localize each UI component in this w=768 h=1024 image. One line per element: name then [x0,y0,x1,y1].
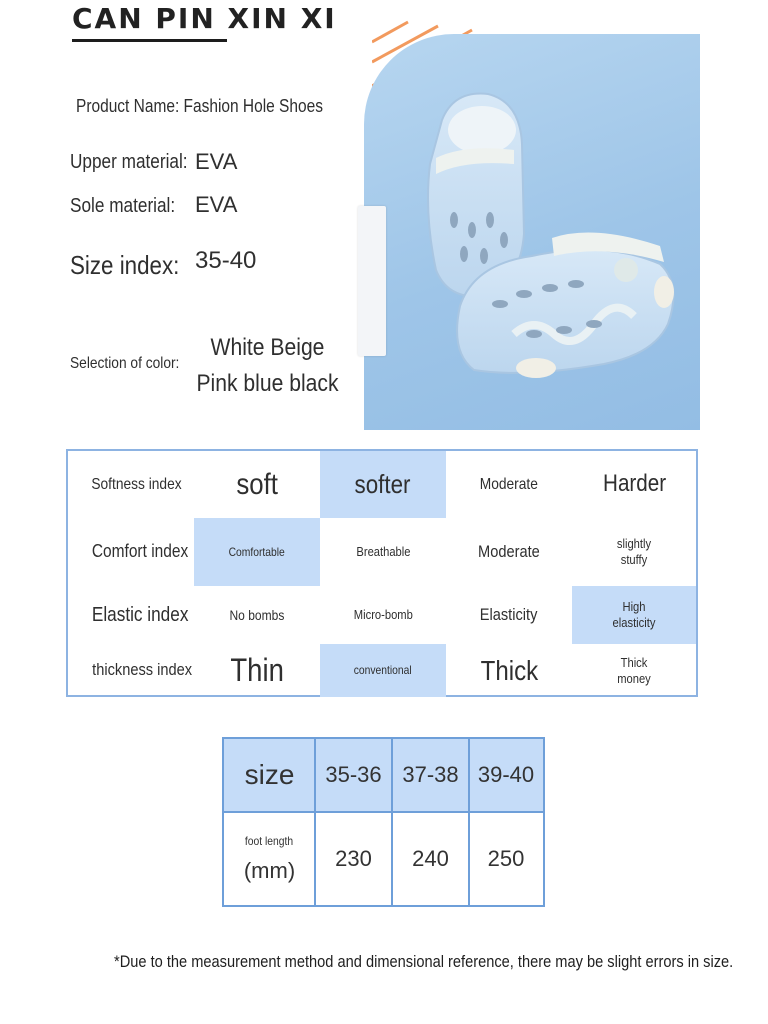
index-option-cell [320,518,446,586]
index-option-text: softer [355,468,411,499]
index-row-label-text: Comfort index [91,541,189,562]
index-option-cell [320,451,446,518]
index-option-text: Thick money [617,654,651,686]
index-option-cell [572,586,696,644]
product-photo [364,34,700,430]
size-index-value: 35-40 [195,247,257,274]
color-selection-label: Selection of color: [70,355,180,372]
index-option-cell [194,586,320,644]
shoe-illustration [364,34,700,430]
index-option-cell [320,644,446,697]
foot-length-value: 250 [487,846,525,871]
index-row [68,518,696,586]
index-option-text: Micro-bomb [353,607,413,623]
index-option-text: Harder [603,470,667,498]
index-row [68,644,696,697]
upper-material-label: Upper material: [70,151,188,173]
index-option-text: conventional [354,663,412,678]
index-option-text: Comfortable [228,544,286,559]
size-header-label: size [244,759,295,790]
index-option-text: Moderate [479,475,539,493]
index-option-text: Breathable [355,544,411,560]
index-row-label [68,644,194,697]
foot-length-label [224,813,315,905]
size-index-label: Size index: [70,250,180,280]
page-title: CAN PIN XIN XI [72,2,337,35]
foot-length-unit: (mm) [243,858,296,883]
color-options-line-2: Pink blue black [196,370,339,397]
index-option-cell [446,586,572,644]
product-name: Product Name: Fashion Hole Shoes [76,96,323,116]
footnote: *Due to the measurement method and dimensional reference, there may be slight errors in size. [114,952,734,971]
upper-material-value: EVA [195,149,238,174]
index-option-cell [446,451,572,518]
title-underline [72,39,227,42]
sole-material-label: Sole material: [70,195,176,217]
foot-length-value: 240 [412,846,449,871]
index-option-text: Moderate [478,541,540,561]
index-option-text: High elasticity [612,599,656,630]
index-row-label [68,586,194,644]
index-option-cell [446,644,572,697]
index-option-cell [194,451,320,518]
packaging-box [358,206,386,356]
index-row-label-text: Softness index [91,475,182,493]
index-option-text: Elasticity [480,604,538,624]
size-header-value: 39-40 [477,762,535,787]
foot-length-value: 230 [335,846,372,871]
index-option-cell [320,586,446,644]
size-header-value: 37-38 [402,762,459,787]
color-options-line-1: White Beige [210,334,325,361]
index-row-label [68,518,194,586]
index-option-cell [446,518,572,586]
foot-length-label-text: foot length [245,834,294,848]
index-row-label-text: Elastic index [91,604,189,626]
index-table [66,449,698,697]
index-option-cell [572,518,696,586]
sole-material-value: EVA [195,192,238,217]
index-option-text: Thin [230,652,284,689]
index-option-cell [572,644,696,697]
index-row [68,451,696,518]
index-option-text: No bombs [229,606,285,623]
size-header-value: 35-36 [325,762,382,787]
index-option-cell [194,644,320,697]
index-option-cell [572,451,696,518]
size-table [222,737,545,907]
index-row-label [68,451,194,518]
index-row [68,586,696,644]
index-option-text: slightly stuffy [616,536,652,567]
index-option-cell [194,518,320,586]
index-option-text: Thick [480,654,538,686]
index-option-text: soft [236,467,278,501]
index-row-label-text: thickness index [92,660,193,680]
